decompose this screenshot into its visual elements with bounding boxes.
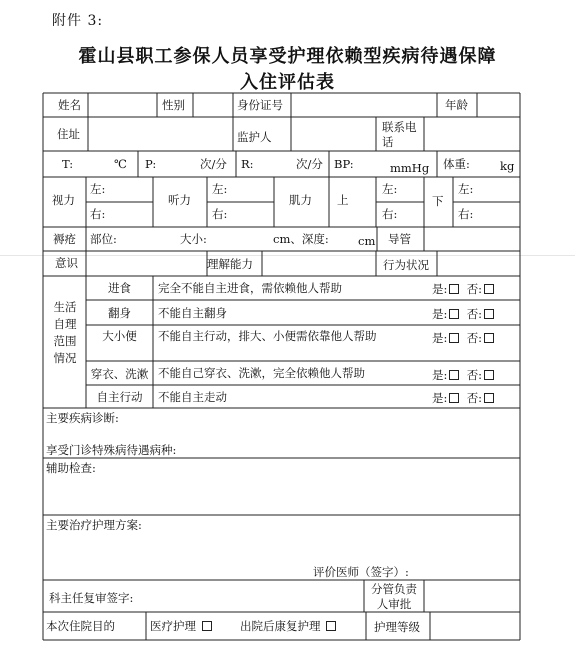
unit-sore-depth: cm bbox=[358, 234, 376, 248]
scan-fold-line bbox=[0, 255, 575, 256]
label-respiration: R: bbox=[241, 157, 254, 171]
label-comprehension: 理解能力 bbox=[207, 257, 253, 271]
form-title-line1: 霍山县职工参保人员享受护理依赖型疾病待遇保障 bbox=[78, 46, 497, 67]
adl-turning-options bbox=[432, 307, 494, 321]
medical-care-label: 医疗护理 bbox=[150, 619, 196, 633]
input-treatment-plan[interactable] bbox=[46, 535, 516, 563]
no-label: 否: bbox=[466, 368, 483, 382]
no-checkbox[interactable] bbox=[484, 333, 494, 343]
label-sore-site: 部位: bbox=[90, 232, 117, 246]
label-vision-right: 右: bbox=[90, 207, 106, 221]
label-pulse: P: bbox=[145, 157, 157, 171]
adl-eating-options bbox=[432, 282, 494, 296]
label-lower-right: 右: bbox=[458, 207, 474, 221]
label-hearing-right: 右: bbox=[212, 207, 228, 221]
unit-blood-pressure: mmHg bbox=[390, 161, 430, 175]
label-blood-pressure: BP: bbox=[334, 157, 354, 171]
label-name: 姓名 bbox=[58, 98, 81, 112]
no-label: 否: bbox=[466, 307, 483, 321]
option-medical-care bbox=[150, 619, 212, 633]
input-age[interactable] bbox=[478, 96, 519, 114]
label-muscle-strength: 肌力 bbox=[289, 193, 312, 207]
no-label: 否: bbox=[466, 391, 483, 405]
no-label: 否: bbox=[466, 282, 483, 296]
label-address: 住址 bbox=[57, 127, 80, 141]
input-gender[interactable] bbox=[194, 96, 232, 114]
label-contact-phone: 联系电话 bbox=[382, 120, 417, 149]
adl-item-label-eating: 进食 bbox=[108, 281, 131, 295]
adl-item-desc-dressing: 不能自己穿衣、洗漱，完全依赖他人帮助 bbox=[158, 366, 365, 380]
unit-weight: kg bbox=[500, 159, 515, 173]
label-leader-approval: 分管负责人审批 bbox=[371, 582, 417, 611]
input-aux-exam[interactable] bbox=[46, 478, 516, 512]
no-checkbox[interactable] bbox=[484, 393, 494, 403]
annex-label: 附件 3: bbox=[52, 13, 104, 29]
yes-checkbox[interactable] bbox=[449, 370, 459, 380]
input-leader-approval[interactable] bbox=[425, 588, 519, 606]
adl-item-desc-toileting: 不能自主行动，排大、小便需依靠他人帮助 bbox=[158, 329, 377, 343]
adl-item-desc-turning: 不能自主翻身 bbox=[158, 306, 227, 320]
no-checkbox[interactable] bbox=[484, 370, 494, 380]
label-hearing: 听力 bbox=[168, 193, 191, 207]
yes-checkbox[interactable] bbox=[449, 284, 459, 294]
adl-dressing-options bbox=[432, 368, 494, 382]
yes-label: 是: bbox=[432, 391, 448, 405]
label-age: 年龄 bbox=[445, 98, 468, 112]
option-rehab-care bbox=[240, 619, 336, 633]
label-upper-left: 左: bbox=[382, 182, 398, 196]
label-weight: 体重: bbox=[443, 157, 470, 171]
input-nursing-level[interactable] bbox=[432, 616, 518, 634]
unit-respiration: 次/分 bbox=[296, 157, 323, 171]
label-lower-left: 左: bbox=[458, 182, 474, 196]
label-doctor-signature: 评价医师（签字）: bbox=[313, 565, 409, 579]
label-treatment-plan: 主要治疗护理方案: bbox=[46, 518, 142, 532]
yes-label: 是: bbox=[432, 368, 448, 382]
label-special-disease: 享受门诊特殊病待遇病种: bbox=[46, 443, 177, 457]
label-temperature: T: bbox=[62, 157, 74, 171]
adl-item-desc-eating: 完全不能自主进食，需依赖他人帮助 bbox=[158, 281, 342, 295]
input-contact-phone[interactable] bbox=[425, 125, 519, 143]
label-id-number: 身份证号 bbox=[237, 98, 283, 112]
adl-item-label-dressing: 穿衣、洗漱 bbox=[90, 367, 149, 381]
adl-mobility-options bbox=[432, 391, 494, 405]
no-checkbox[interactable] bbox=[484, 309, 494, 319]
form-title-line2: 入住评估表 bbox=[240, 72, 335, 93]
adl-item-label-turning: 翻身 bbox=[108, 306, 131, 320]
input-id-number[interactable] bbox=[292, 96, 436, 114]
label-admission-purpose: 本次住院目的 bbox=[46, 619, 115, 633]
yes-label: 是: bbox=[432, 331, 448, 345]
input-guardian[interactable] bbox=[292, 125, 375, 143]
label-adl-section: 生活自理范围情况 bbox=[53, 300, 77, 365]
label-director-signature: 科主任复审签字: bbox=[49, 591, 134, 605]
label-lower-limb: 下 bbox=[432, 194, 444, 208]
label-guardian: 监护人 bbox=[237, 130, 272, 144]
label-nursing-level: 护理等级 bbox=[374, 620, 420, 634]
yes-checkbox[interactable] bbox=[449, 309, 459, 319]
input-name[interactable] bbox=[89, 96, 156, 114]
label-sore-depth: cm、深度: bbox=[273, 232, 329, 246]
input-address[interactable] bbox=[89, 125, 232, 143]
yes-label: 是: bbox=[432, 307, 448, 321]
label-upper-limb: 上 bbox=[337, 193, 349, 207]
label-catheter: 导管 bbox=[388, 232, 411, 246]
unit-temperature: ℃ bbox=[114, 157, 127, 171]
adl-item-label-mobility: 自主行动 bbox=[96, 390, 143, 404]
medical-care-checkbox[interactable] bbox=[202, 621, 212, 631]
rehab-care-checkbox[interactable] bbox=[326, 621, 336, 631]
label-behavior: 行为状况 bbox=[383, 258, 429, 272]
rehab-care-label: 出院后康复护理 bbox=[240, 619, 321, 633]
no-checkbox[interactable] bbox=[484, 284, 494, 294]
input-director-signature[interactable] bbox=[150, 588, 360, 606]
yes-label: 是: bbox=[432, 282, 448, 296]
label-gender: 性别 bbox=[162, 98, 185, 112]
label-vision: 视力 bbox=[52, 193, 75, 207]
label-hearing-left: 左: bbox=[212, 182, 228, 196]
adl-toileting-options bbox=[432, 331, 494, 345]
label-main-diagnosis: 主要疾病诊断: bbox=[46, 411, 119, 425]
label-consciousness: 意识 bbox=[55, 256, 78, 270]
adl-item-label-toileting: 大小便 bbox=[102, 329, 137, 343]
label-pressure-sore: 褥疮 bbox=[53, 232, 76, 246]
label-upper-right: 右: bbox=[382, 207, 398, 221]
yes-checkbox[interactable] bbox=[449, 393, 459, 403]
no-label: 否: bbox=[466, 331, 483, 345]
label-sore-size: 大小: bbox=[180, 232, 207, 246]
label-vision-left: 左: bbox=[90, 182, 106, 196]
unit-pulse: 次/分 bbox=[200, 157, 227, 171]
adl-item-desc-mobility: 不能自主走动 bbox=[158, 390, 227, 404]
label-aux-exam: 辅助检查: bbox=[46, 461, 96, 475]
yes-checkbox[interactable] bbox=[449, 333, 459, 343]
